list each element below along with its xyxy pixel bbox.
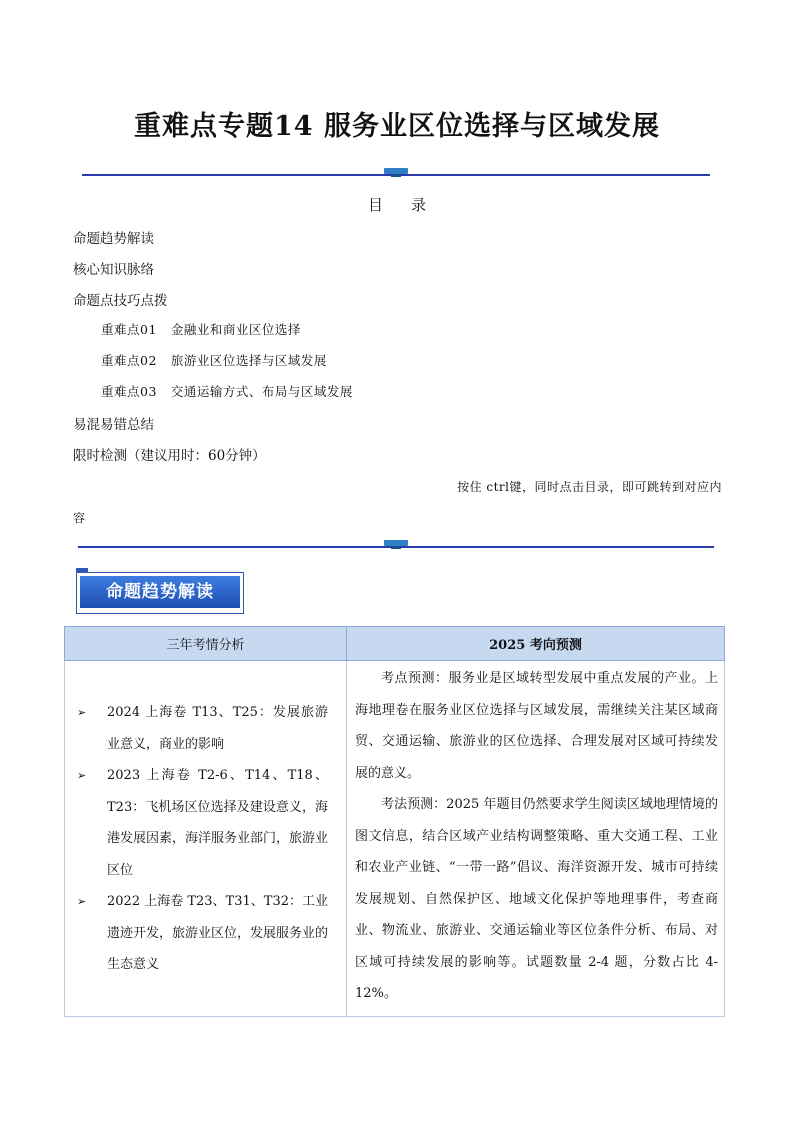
section-banner: [76, 572, 244, 614]
toc-link-trend[interactable]: 命题趋势解读: [73, 231, 154, 247]
list-item: [77, 697, 328, 760]
arrow-bullet-icon: ➢: [77, 706, 87, 719]
toc-link-timed-test[interactable]: 限时检测（建议用时：60分钟）: [73, 448, 266, 464]
toc-sub-text: 金融业和商业区位选择: [170, 322, 301, 337]
toc-link-key-01[interactable]: [101, 320, 301, 338]
analysis-2024: 2024 上海卷 T13、T25：发展旅游业意义，商业的影响: [107, 705, 328, 752]
toc-link-key-02[interactable]: [101, 351, 327, 369]
toc-sub-label: 重难点02: [101, 353, 157, 368]
section-banner-label: 命题趋势解读: [80, 576, 240, 608]
toc-sub-text: 旅游业区位选择与区域发展: [170, 353, 327, 368]
list-item: [77, 886, 328, 981]
analysis-cell: [65, 661, 347, 1017]
document-title: 重难点专题14 服务业区位选择与区域发展: [134, 111, 660, 142]
analysis-2023: 2023 上海卷 T2-6、T14、T18、T23：飞机场区位选择及建设意义，海港发展因素，海洋服务业部门，旅游业区位: [107, 768, 329, 878]
analysis-2022: 2022 上海卷 T23、T31、T32：工业遗迹开发，旅游业区位，发展服务业的生态意义: [107, 894, 329, 972]
arrow-bullet-icon: ➢: [77, 769, 87, 782]
toc-hint: 按住 ctrl键，同时点击目录，即可跳转到对应内: [457, 480, 722, 494]
forecast-method-paragraph: 考法预测：2025 年题目仍然要求学生阅读区域地理情境的图文信息，结合区域产业结构调整策略、重大交通工程、工业和农业产业链、“一带一路”倡议、海洋资源开发、城市可持续发展规划、自然保护区、地域文化保护等地理事件，考查商业、物流业、旅游业、交通运输业等区位条件分析、布局、对区域可持续发展的影响等。试题数量 2-4 题，分数占比 4-12%。: [355, 797, 718, 1001]
toc-heading: 目录: [367, 196, 454, 214]
toc-sub-label: 重难点03: [101, 384, 157, 399]
header-2025-forecast: 2025 考向预测: [347, 627, 725, 661]
forecast-cell: [347, 661, 725, 1017]
toc-link-knowledge[interactable]: 核心知识脉络: [73, 262, 154, 278]
toc-link-key-03[interactable]: [101, 382, 353, 400]
trend-table: [64, 626, 725, 1017]
table-row: [65, 661, 725, 1017]
toc-link-skills[interactable]: 命题点技巧点拨: [73, 293, 168, 309]
forecast-topic-paragraph: 考点预测：服务业是区域转型发展中重点发展的产业。上海地理卷在服务业区位选择与区域发展，需继续关注某区域商贸、交通运输、旅游业的区位选择、合理发展对区域可持续发展的意义。: [355, 671, 718, 781]
table-header-row: [65, 627, 725, 661]
header-three-year-analysis: 三年考情分析: [65, 627, 347, 661]
toc-hint-continued: 容: [73, 511, 86, 525]
toc-sub-label: 重难点01: [101, 322, 157, 337]
toc-link-mistakes[interactable]: 易混易错总结: [73, 417, 154, 433]
divider-ornament: [384, 168, 408, 174]
divider-ornament: [384, 540, 408, 546]
arrow-bullet-icon: ➢: [77, 895, 87, 908]
toc-sub-text: 交通运输方式、布局与区域发展: [170, 384, 353, 399]
list-item: [77, 760, 328, 886]
